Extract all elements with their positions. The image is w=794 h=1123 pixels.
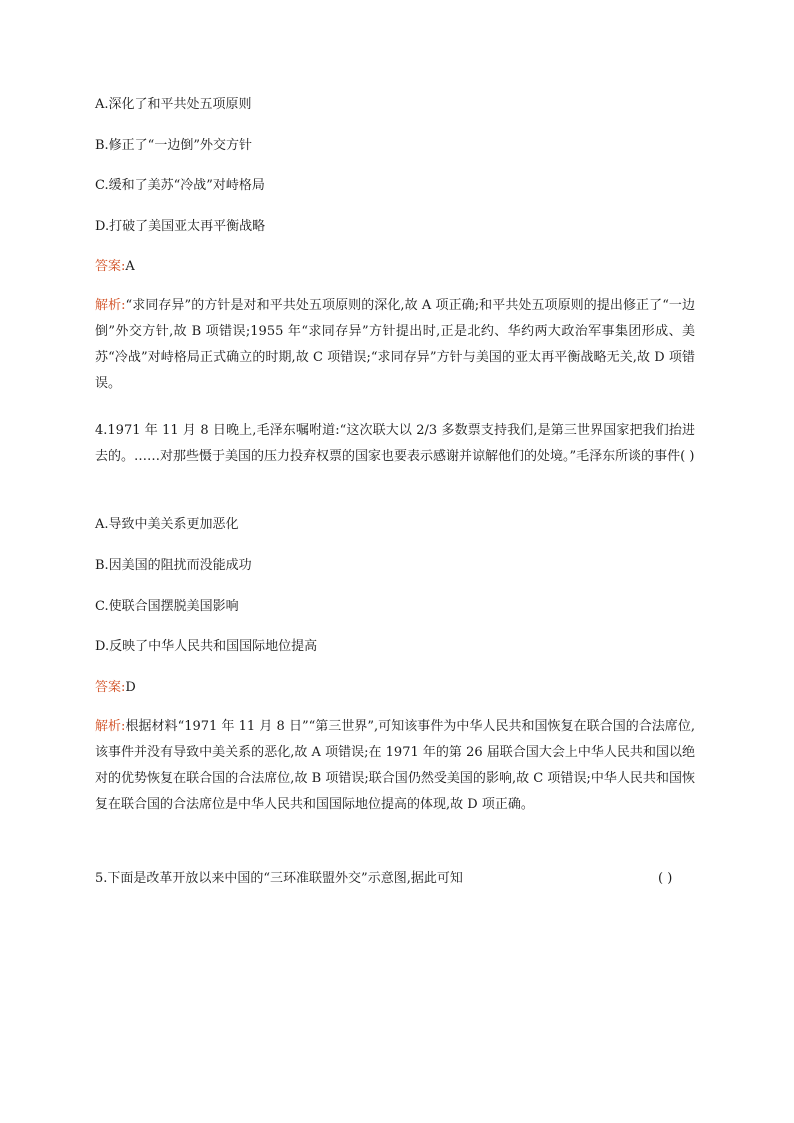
- q3-option-b: B.修正了“一边倒”外交方针: [95, 138, 252, 153]
- q4-option-a: A.导致中美关系更加恶化: [95, 517, 239, 532]
- q4-analysis-label: 解析:: [95, 719, 126, 734]
- q5-stem: 5.下面是改革开放以来中国的“三环准联盟外交”示意图,据此可知: [95, 871, 463, 886]
- q3-answer: [95, 258, 135, 276]
- q3-analysis-label: 解析:: [95, 298, 126, 313]
- q5-answer-bracket: ( ): [658, 871, 673, 886]
- q4-answer: [95, 679, 136, 697]
- q4-analysis-text: 根据材料“1971 年 11 月 8 日”“第三世界”,可知该事件为中华人民共和国恢复在联合国的合法席位,该事件并没有导致中美关系的恶化,故 A 项错误;在 1971 年的第 26 届联合国大会上中华人民共和国以绝对的优势恢复在联合国的合法席位,故 B 项错误;联合国仍然受美国的影响,故 C 项错误;中华人民共和国恢复在联合国的合法席位是中华人民共和国国际地位提高的体现,故 D 项正确。: [95, 719, 695, 812]
- q3-answer-value: A: [125, 259, 135, 274]
- q4-answer-value: D: [125, 680, 136, 695]
- q3-analysis: [95, 293, 695, 397]
- q3-option-a: A.深化了和平共处五项原则: [95, 97, 252, 112]
- q3-option-d: D.打破了美国亚太再平衡战略: [95, 219, 266, 234]
- q4-stem: 4.1971 年 11 月 8 日晚上,毛泽东嘱咐道:“这次联大以 2/3 多数票支持我们,是第三世界国家把我们抬进去的。……对那些慑于美国的压力投弃权票的国家也要表示感谢并谅解他们的处境。”毛泽东所谈的事件( ): [95, 423, 695, 464]
- q4-option-d: D.反映了中华人民共和国国际地位提高: [95, 639, 318, 654]
- q3-analysis-text: “求同存异”的方针是对和平共处五项原则的深化,故 A 项正确;和平共处五项原则的提出修正了“一边倒”外交方针,故 B 项错误;1955 年“求同存异”方针提出时,正是北约、华约两大政治军事集团形成、美苏“冷战”对峙格局正式确立的时期,故 C 项错误;“求同存异”方针与美国的亚太再平衡战略无关,故 D 项错误。: [95, 298, 695, 391]
- q3-option-c: C.缓和了美苏“冷战”对峙格局: [95, 178, 265, 193]
- q4-option-b: B.因美国的阻扰而没能成功: [95, 558, 252, 573]
- q4-answer-label: 答案:: [95, 680, 126, 695]
- q4-option-c: C.使联合国摆脱美国影响: [95, 599, 239, 614]
- q4-analysis: [95, 714, 695, 818]
- q3-answer-label: 答案:: [95, 259, 126, 274]
